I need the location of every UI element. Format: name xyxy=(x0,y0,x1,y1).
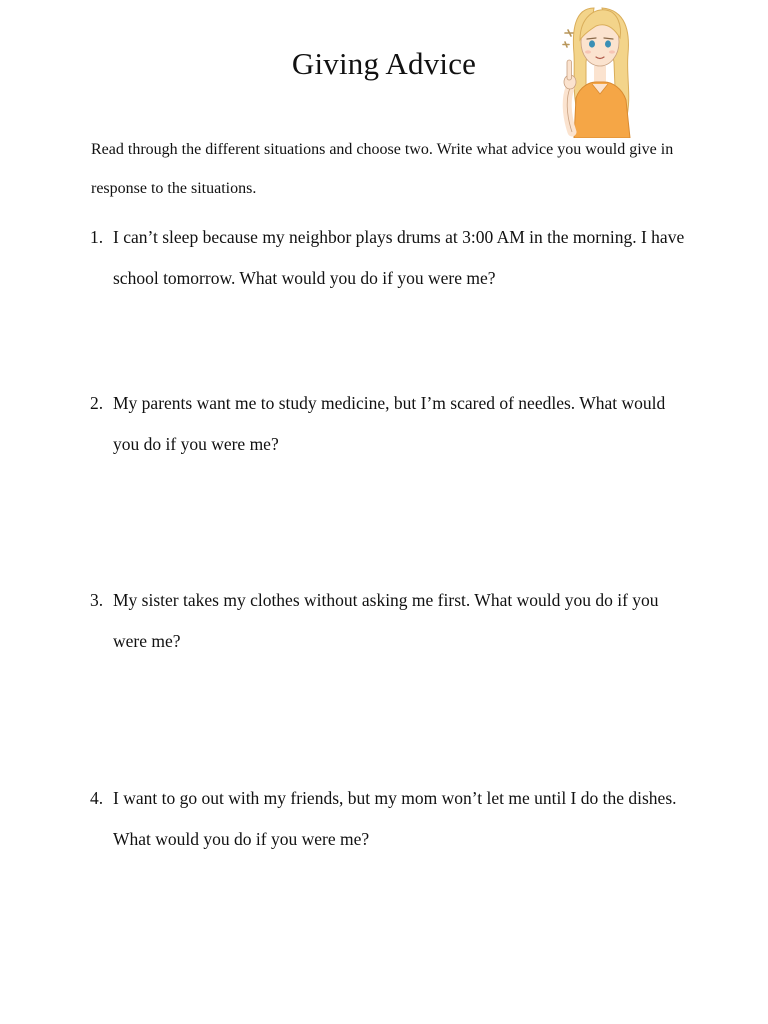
question-item-3 xyxy=(90,580,690,662)
question-text: My parents want me to study medicine, but I’m scared of needles. What would you do if you were me? xyxy=(113,393,666,454)
instructions-text: Read through the different situations and choose two. Write what advice you would give in response to the situations. xyxy=(91,141,674,197)
question-text: I want to go out with my friends, but my mom won’t let me until I do the dishes. What would you do if you were me? xyxy=(113,788,677,849)
question-item-4 xyxy=(90,778,690,860)
question-text: I can’t sleep because my neighbor plays drums at 3:00 AM in the morning. I have school tomorrow. What would you do if you were me? xyxy=(113,227,685,288)
question-number: 2. xyxy=(90,393,104,413)
question-number: 1. xyxy=(90,227,104,247)
question-text: My sister takes my clothes without asking me first. What would you do if you were me? xyxy=(113,590,659,651)
question-item-2 xyxy=(90,383,690,465)
question-number: 4. xyxy=(90,788,104,808)
question-item-1 xyxy=(90,217,690,299)
woman-pointing-up-illustration xyxy=(552,2,644,138)
page-title: Giving Advice xyxy=(291,46,477,81)
sparkle-icon xyxy=(563,30,574,47)
question-number: 3. xyxy=(90,590,104,610)
